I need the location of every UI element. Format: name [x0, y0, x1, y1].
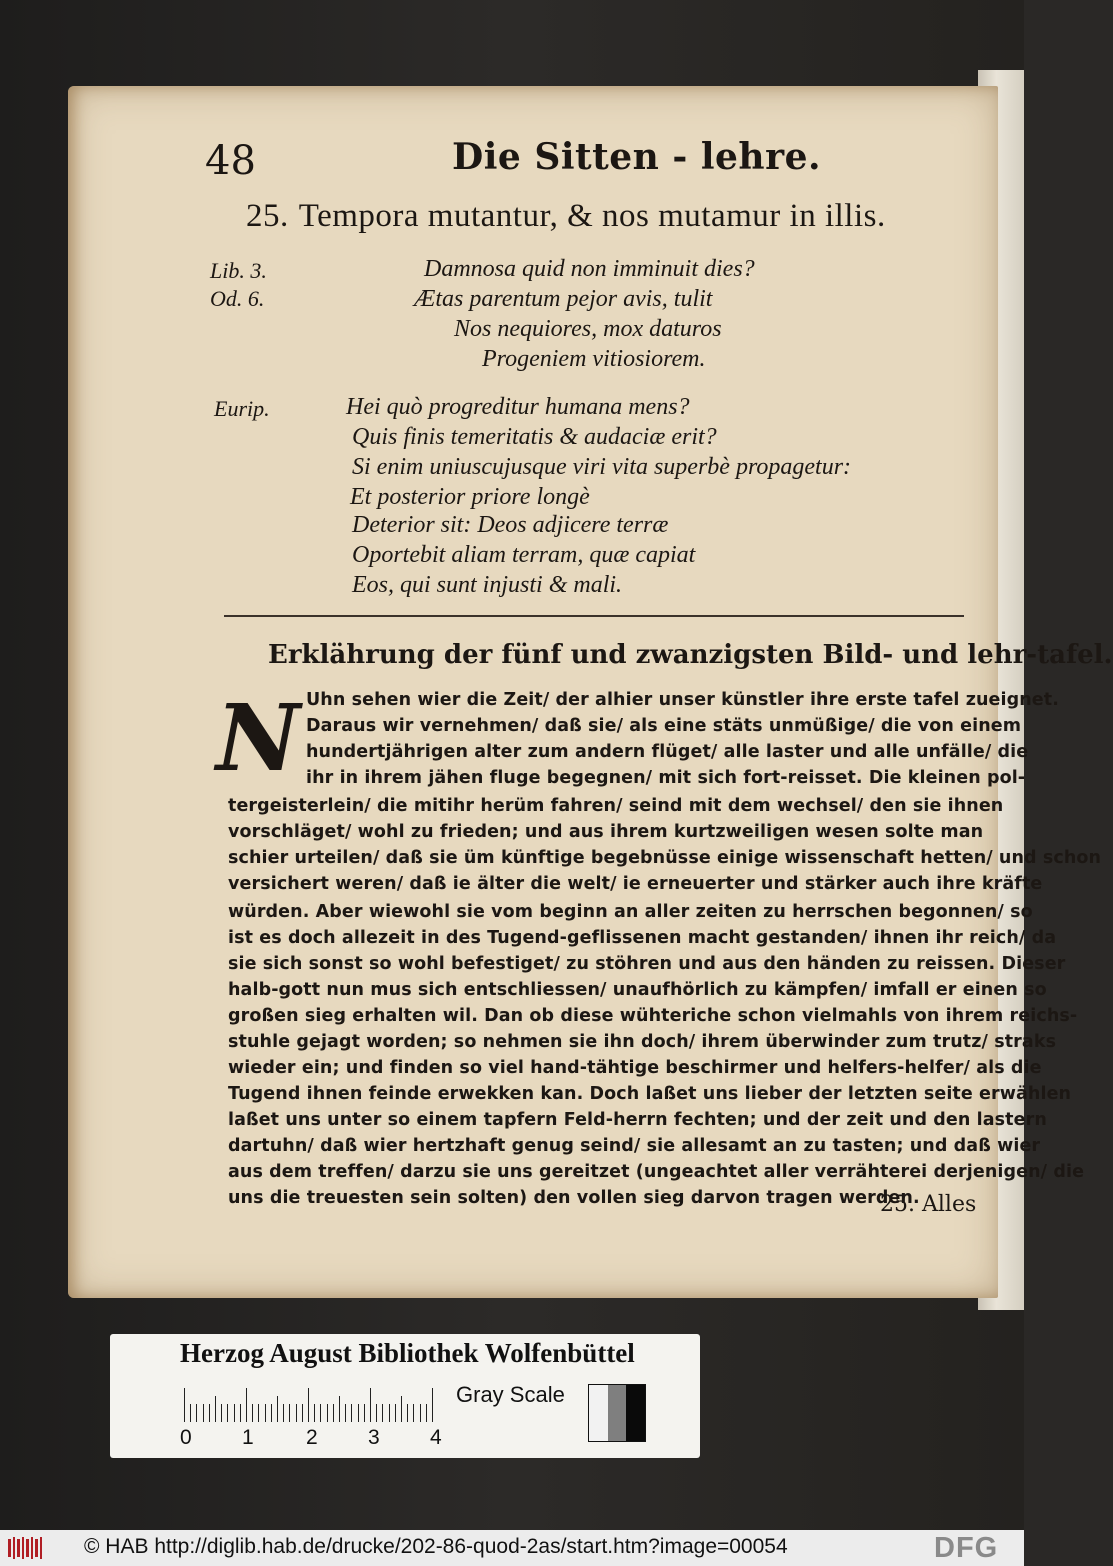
body-line: versichert weren/ daß ie älter die welt/ ie erneuerter und stärker auch ihre kräfte	[228, 874, 1043, 894]
ruler-tick	[432, 1388, 433, 1422]
euripides-verse-line: Et posterior priore longè	[350, 484, 590, 510]
ruler-tick	[320, 1404, 321, 1422]
ruler-tick	[314, 1404, 315, 1422]
ruler-tick	[327, 1404, 328, 1422]
library-name: Herzog August Bibliothek Wolfenbüttel	[180, 1338, 635, 1368]
barcode-logo-icon	[6, 1535, 46, 1561]
ruler-tick	[358, 1404, 359, 1422]
ruler-tick	[190, 1404, 191, 1422]
dfg-logo: DFG	[934, 1532, 999, 1564]
running-head: Die Sitten - lehre.	[452, 136, 822, 178]
ruler-tick	[227, 1404, 228, 1422]
gray-swatch	[626, 1385, 645, 1441]
ruler-tick	[407, 1404, 408, 1422]
ruler-tick	[258, 1404, 259, 1422]
margin-ref-lib: Lib. 3.	[210, 258, 267, 283]
ruler-tick	[351, 1404, 352, 1422]
section-divider	[224, 615, 964, 617]
euripides-verse-line: Hei quò progreditur humana mens?	[346, 394, 690, 420]
ruler-tick	[296, 1404, 297, 1422]
euripides-verse-line: Si enim uniuscujusque viri vita superbè propagetur:	[352, 454, 852, 480]
body-line: schier urteilen/ daß sie üm künftige begebnüsse einige wissenschaft hetten/ und schon	[228, 848, 1102, 868]
copyright-url: © HAB http://diglib.hab.de/drucke/202-86-quod-2as/start.htm?image=00054	[84, 1535, 788, 1558]
ruler-tick	[370, 1388, 371, 1422]
ruler-tick	[401, 1396, 402, 1422]
body-line: uns die treuesten sein solten) den vollen sieg darvon tragen werden.	[228, 1188, 920, 1208]
page-number: 48	[205, 138, 256, 184]
body-line: halb-gott nun mus sich entschliessen/ unaufhörlich zu kämpfen/ imfall er einen so	[228, 980, 1047, 1000]
ruler-tick	[339, 1396, 340, 1422]
horace-verse-line: Progeniem vitiosiorem.	[482, 346, 706, 372]
margin-ref-eurip: Eurip.	[214, 396, 270, 421]
ruler-tick	[215, 1396, 216, 1422]
motto-number: 25.	[246, 198, 289, 234]
ruler-tick	[376, 1404, 377, 1422]
body-line: tergeisterlein/ die mitihr herüm fahren/ seind mit dem wechsel/ den sie ihnen	[228, 796, 1004, 816]
ruler-tick	[333, 1404, 334, 1422]
horace-verse-line: Damnosa quid non imminuit dies?	[424, 256, 755, 282]
gray-swatches	[588, 1384, 646, 1442]
body-line: würden. Aber wiewohl sie vom beginn an aller zeiten zu herrschen begonnen/ so	[228, 902, 1033, 922]
ruler-tick	[283, 1404, 284, 1422]
body-line: aus dem treffen/ darzu sie uns gereitzet (ungeachtet aller verrähterei derjenigen/ die	[228, 1162, 1085, 1182]
ruler-tick	[246, 1388, 247, 1422]
gray-scale-label: Gray Scale	[456, 1382, 565, 1407]
gray-swatch	[589, 1385, 608, 1441]
ruler-tick	[277, 1396, 278, 1422]
ruler-number: 3	[368, 1426, 380, 1449]
ruler-tick	[389, 1404, 390, 1422]
ruler-tick	[252, 1404, 253, 1422]
section-heading: Erklährung der fünf und zwanzigsten Bild- und lehr-tafel.	[268, 640, 1113, 670]
ruler-tick	[395, 1404, 396, 1422]
body-line: Daraus wir vernehmen/ daß sie/ als eine stäts unmüßige/ die von einem	[306, 716, 1022, 736]
ruler-tick	[271, 1404, 272, 1422]
ruler-tick	[302, 1404, 303, 1422]
body-line: vorschläget/ wohl zu frieden; und aus ihrem kurtzweiligen wesen solte man	[228, 822, 984, 842]
body-line: dartuhn/ daß wier hertzhaft genug seind/ sie allesamt an zu tasten; und daß wier	[228, 1136, 1041, 1156]
body-line: Uhn sehen wier die Zeit/ der alhier unser künstler ihre erste tafel zueignet.	[306, 690, 1059, 710]
gray-swatch	[608, 1385, 627, 1441]
euripides-verse-line: Eos, qui sunt injusti & mali.	[352, 572, 623, 598]
ruler-number: 2	[306, 1426, 318, 1449]
footer-bar	[0, 1530, 1024, 1566]
ruler-tick	[364, 1404, 365, 1422]
ruler-number: 1	[242, 1426, 254, 1449]
ruler-tick	[221, 1404, 222, 1422]
ruler-tick	[345, 1404, 346, 1422]
ruler-tick	[209, 1404, 210, 1422]
euripides-verse-line: Deterior sit: Deos adjicere terræ	[352, 512, 669, 538]
ruler-tick	[308, 1388, 309, 1422]
body-line: Tugend ihnen feinde erwekken kan. Doch laßet uns lieber der letzten seite erwählen	[228, 1084, 1072, 1104]
ruler-tick	[203, 1404, 204, 1422]
ruler-number: 0	[180, 1426, 192, 1449]
body-line: wieder ein; und finden so viel hand-tähtige beschirmer und helfers-helfer/ als die	[228, 1058, 1042, 1078]
euripides-verse-line: Oportebit aliam terram, quæ capiat	[352, 542, 696, 568]
horace-verse-line: Nos nequiores, mox daturos	[454, 316, 722, 342]
margin-ref-od: Od. 6.	[210, 286, 265, 311]
body-line: hundertjährigen alter zum andern flüget/ alle laster und alle unfälle/ die	[306, 742, 1029, 762]
ruler-tick	[265, 1404, 266, 1422]
body-line: ihr in ihrem jähen fluge begegnen/ mit sich fort-reisset. Die kleinen pol-	[306, 768, 1026, 788]
euripides-verse-line: Quis finis temeritatis & audaciæ erit?	[352, 424, 717, 450]
ruler-tick	[382, 1404, 383, 1422]
body-line: großen sieg erhalten wil. Dan ob diese wühteriche schon vielmahls von ihrem reichs-	[228, 1006, 1078, 1026]
ruler-tick	[196, 1404, 197, 1422]
ruler-tick	[420, 1404, 421, 1422]
ruler-tick	[289, 1404, 290, 1422]
body-line: stuhle gejagt worden; so nehmen sie ihn doch/ ihrem überwinder zum trutz/ straks	[228, 1032, 1057, 1052]
ruler-tick	[426, 1404, 427, 1422]
catchword: 25. Alles	[880, 1192, 977, 1217]
horace-verse-line: Ætas parentum pejor avis, tulit	[414, 286, 713, 312]
decorated-initial: N	[216, 684, 301, 792]
motto	[246, 198, 886, 235]
ruler-tick	[240, 1404, 241, 1422]
ruler-tick	[184, 1388, 185, 1422]
ruler-tick	[234, 1404, 235, 1422]
ruler-tick	[413, 1404, 414, 1422]
motto-text: Tempora mutantur, & nos mutamur in illis.	[298, 198, 886, 234]
body-line: ist es doch allezeit in des Tugend-geflissenen macht gestanden/ ihnen ihr reich/ da	[228, 928, 1057, 948]
ruler-number: 4	[430, 1426, 442, 1449]
centimeter-ruler	[184, 1386, 444, 1422]
body-line: laßet uns unter so einem tapfern Feld-herrn fechten; und der zeit und den lastern	[228, 1110, 1047, 1130]
gray-scale-card	[110, 1334, 700, 1458]
body-line: sie sich sonst so wohl befestiget/ zu stöhren und aus den händen zu reissen. Dieser	[228, 954, 1066, 974]
